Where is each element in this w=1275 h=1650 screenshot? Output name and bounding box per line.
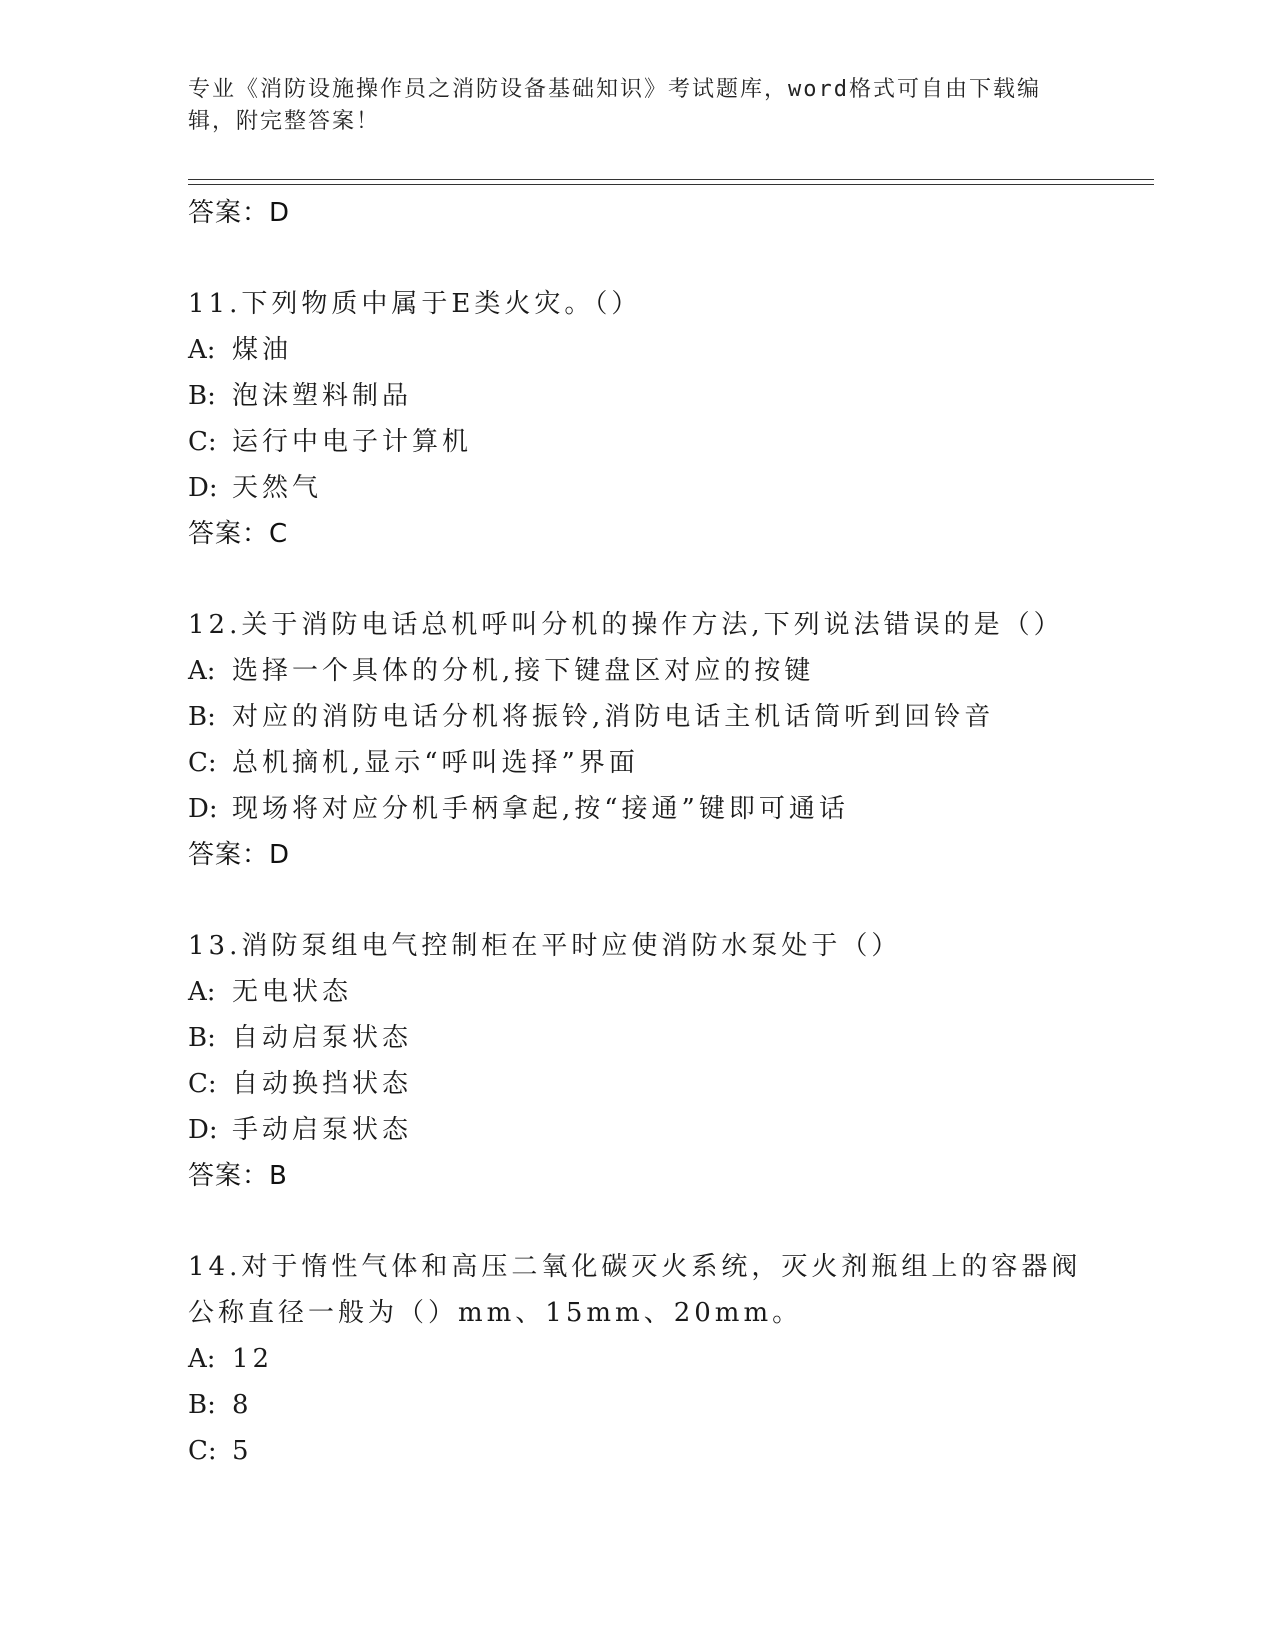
option-a: [188, 648, 1088, 694]
option-b: [188, 694, 1088, 740]
option-label: A:: [188, 1344, 216, 1374]
option-d: [188, 786, 1088, 832]
option-b: [188, 1015, 1088, 1061]
answer: 答案：D: [188, 840, 291, 870]
header-divider-top: [188, 179, 1154, 180]
question-stem: 14.对于惰性气体和高压二氧化碳灭火系统，灭火剂瓶组上的容器阀公称直径一般为（）mm、15mm、20mm。: [188, 1252, 1082, 1328]
option-text: 5: [232, 1436, 253, 1466]
option-d: [188, 1107, 1088, 1153]
option-text: 自动启泵状态: [232, 1023, 413, 1053]
question-11: [188, 281, 1088, 557]
option-text: 对应的消防电话分机将振铃,消防电话主机话筒听到回铃音: [232, 702, 995, 732]
option-label: C:: [188, 1069, 217, 1099]
option-c: [188, 419, 1088, 465]
option-a: [188, 1336, 1088, 1382]
option-text: 选择一个具体的分机,接下键盘区对应的按键: [232, 656, 815, 686]
option-label: D:: [188, 794, 218, 824]
previous-answer: 答案：D: [188, 198, 291, 228]
option-text: 手动启泵状态: [232, 1115, 413, 1145]
option-text: 运行中电子计算机: [232, 427, 473, 457]
option-text: 8: [232, 1390, 253, 1420]
option-d: [188, 465, 1088, 511]
option-label: B:: [188, 381, 216, 411]
option-a: [188, 327, 1088, 373]
option-c: [188, 1428, 1088, 1474]
option-c: [188, 740, 1088, 786]
question-12: [188, 602, 1088, 878]
option-text: 无电状态: [232, 977, 353, 1007]
question-list: [188, 190, 1088, 1474]
question-13: [188, 923, 1088, 1199]
option-label: C:: [188, 427, 217, 457]
option-label: B:: [188, 1390, 216, 1420]
option-label: A:: [188, 335, 216, 365]
option-label: A:: [188, 656, 216, 686]
option-label: D:: [188, 1115, 218, 1145]
header-divider-bottom: [188, 184, 1154, 185]
option-label: C:: [188, 748, 217, 778]
option-text: 现场将对应分机手柄拿起,按“接通”键即可通话: [232, 794, 849, 824]
answer: 答案：B: [188, 1161, 288, 1191]
option-text: 12: [232, 1344, 274, 1374]
option-text: 天然气: [232, 473, 323, 503]
answer: 答案：C: [188, 519, 289, 549]
question-stem: 12.关于消防电话总机呼叫分机的操作方法,下列说法错误的是（）: [188, 610, 1064, 640]
option-label: D:: [188, 473, 218, 503]
option-b: [188, 373, 1088, 419]
option-text: 泡沫塑料制品: [232, 381, 413, 411]
option-label: B:: [188, 1023, 216, 1053]
document-header: 专业《消防设施操作员之消防设备基础知识》考试题库，word格式可自由下载编辑，附完整答案！: [188, 77, 1041, 134]
option-label: A:: [188, 977, 216, 1007]
question-stem: 13.消防泵组电气控制柜在平时应使消防水泵处于（）: [188, 931, 902, 961]
question-stem: 11.下列物质中属于E类火灾。（）: [188, 289, 642, 319]
option-b: [188, 1382, 1088, 1428]
option-label: B:: [188, 702, 216, 732]
option-text: 煤油: [232, 335, 293, 365]
option-a: [188, 969, 1088, 1015]
option-text: 总机摘机,显示“呼叫选择”界面: [232, 748, 639, 778]
question-14: [188, 1244, 1088, 1474]
option-c: [188, 1061, 1088, 1107]
option-label: C:: [188, 1436, 217, 1466]
option-text: 自动换挡状态: [232, 1069, 413, 1099]
